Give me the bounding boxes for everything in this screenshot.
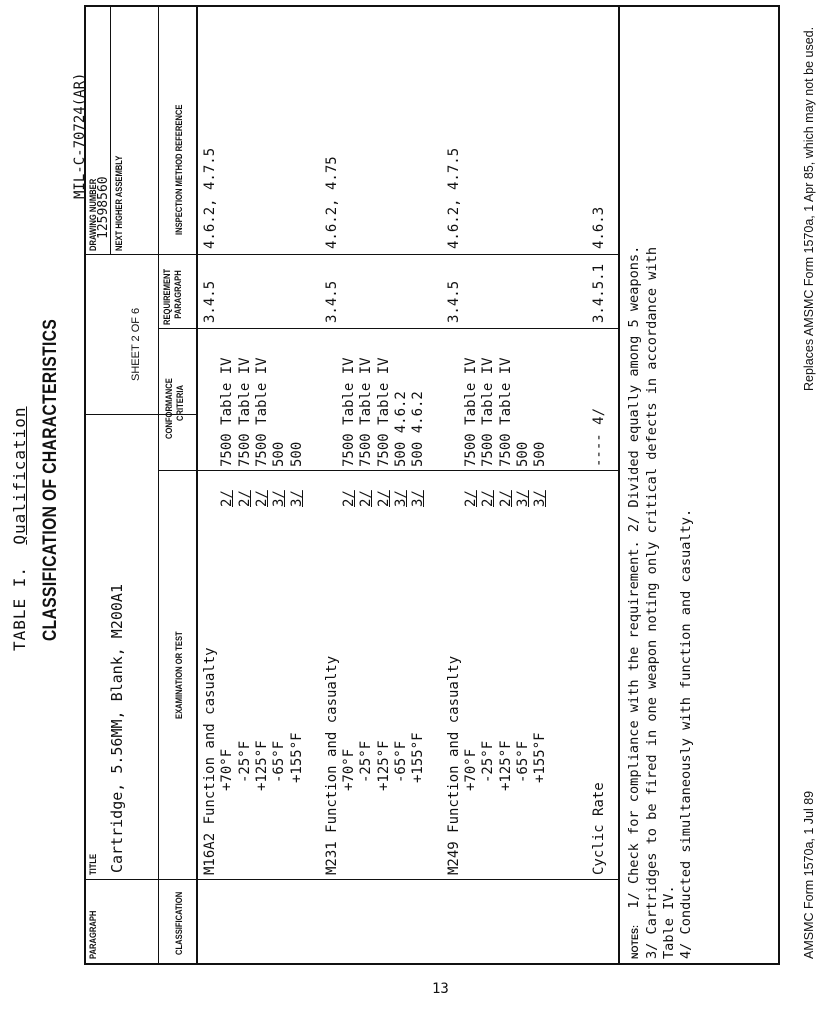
footnote-ref: 2/ (375, 490, 392, 507)
note-3: 3/ Cartridges to be fired in one weapon noting only critical defects in accordance with (644, 246, 660, 959)
exam-group-title: M231 Function and casualty (323, 655, 340, 875)
exam-temperature: +155°F (410, 732, 427, 783)
table-heading-name: Qualification (10, 406, 29, 545)
exam-temperature: -65°F (271, 740, 288, 783)
exam-temperature: +155°F (288, 732, 305, 783)
inspection-method: 4.6.2, 4.75 (323, 156, 340, 249)
classification-title: CLASSIFICATION OF CHARACTERISTICS (40, 318, 61, 641)
sheet-indicator: SHEET 2 OF 6 (130, 307, 142, 381)
title-value: Cartridge, 5.56MM, Blank, M200A1 (108, 584, 126, 873)
page-number: 13 (432, 981, 449, 997)
requirement-paragraph: 3.4.5 (202, 280, 218, 323)
exam-group-title: Cyclic Rate (591, 782, 608, 875)
requirement-paragraph: 3.4.5 (445, 280, 462, 323)
conformance-criteria: 500 4.6.2 (393, 391, 409, 467)
conformance-criteria: 500 (514, 441, 531, 467)
conformance-criteria: 7500 Table IV (358, 357, 375, 467)
exam-group-title: M249 Function and casualty (445, 655, 462, 875)
note-1: 1/ Check for compliance with the requirement. 2/ Divided equally among 5 weapons. (626, 245, 642, 909)
inspection-method: 4.6.2, 4.7.5 (445, 147, 462, 249)
col-conformance (164, 378, 186, 439)
footnote-ref: 2/ (236, 490, 253, 507)
exam-temperature: +125°F (253, 740, 270, 791)
footnote-ref: 2/ (462, 490, 479, 507)
exam-temperature: -25°F (236, 740, 253, 783)
conformance-criteria: 7500 Table IV (375, 357, 392, 467)
footnote-ref: 2/ (358, 490, 375, 507)
col-conformance-line1: CONFORMANCE (164, 378, 175, 439)
requirement-paragraph: 3.4.5 (323, 280, 340, 323)
drawing-number-label: DRAWING NUMBER (88, 178, 99, 251)
col-requirement-line2: PARAGRAPH (173, 270, 184, 319)
exam-temperature: -65°F (514, 740, 531, 783)
conformance-criteria: ---- 4/ (591, 407, 608, 467)
exam-temperature: -65°F (393, 740, 409, 783)
footnote-ref: 3/ (532, 490, 549, 507)
paragraph-label: PARAGRAPH (88, 910, 99, 959)
table-heading-prefix: TABLE I. (10, 565, 29, 651)
next-higher-assembly-label: NEXT HIGHER ASSEMBLY (114, 155, 125, 251)
conformance-criteria: 500 (532, 441, 549, 467)
col-classification: CLASSIFICATION (174, 891, 185, 955)
exam-temperature: -25°F (480, 740, 497, 783)
replaces-footer: Replaces AMSMC Form 1570a, 1 Apr 85, which may not be used. (802, 26, 816, 391)
exam-temperature: +125°F (497, 740, 514, 791)
exam-temperature: +70°F (341, 748, 358, 791)
conformance-criteria: 500 4.6.2 (410, 391, 427, 467)
note-3-cont: Table IV. (661, 885, 677, 959)
drawing-number-value: 12598560 (96, 176, 111, 239)
table-heading (10, 406, 29, 651)
conformance-criteria: 7500 Table IV (497, 357, 514, 467)
conformance-criteria: 500 (271, 441, 288, 467)
footnote-ref: 2/ (480, 490, 497, 507)
footnote-ref: 2/ (497, 490, 514, 507)
conformance-criteria: 7500 Table IV (253, 357, 270, 467)
note-4: 4/ Conducted simultaneously with function and casualty. (678, 508, 694, 959)
notes-label: NOTES: (630, 924, 640, 959)
inspection-method: 4.6.3 (591, 206, 608, 249)
exam-temperature: +70°F (219, 748, 236, 791)
exam-group-title: M16A2 Function and casualty (202, 647, 218, 875)
conformance-criteria: 7500 Table IV (236, 357, 253, 467)
exam-temperature: +70°F (462, 748, 479, 791)
col-inspection: INSPECTION METHOD REFERENCE (174, 104, 185, 235)
conformance-criteria: 7500 Table IV (219, 357, 236, 467)
col-requirement (162, 269, 184, 325)
exam-temperature: +155°F (532, 732, 549, 783)
footnote-ref: 2/ (253, 490, 270, 507)
exam-temperature: -25°F (358, 740, 375, 783)
col-exam: EXAMINATION OR TEST (174, 631, 185, 719)
conformance-criteria: 500 (288, 441, 305, 467)
exam-temperature: +125°F (375, 740, 392, 791)
requirement-paragraph: 3.4.5.1 (591, 263, 608, 323)
conformance-criteria: 7500 Table IV (462, 357, 479, 467)
document-id: MIL-C-70724(AR) (72, 72, 88, 199)
col-requirement-line1: REQUIREMENT (162, 268, 173, 325)
footnote-ref: 2/ (341, 490, 358, 507)
form-footer: AMSMC Form 1570a, 1 Jul 89 (802, 790, 816, 959)
footnote-ref: 3/ (393, 490, 409, 507)
conformance-criteria: 7500 Table IV (480, 357, 497, 467)
notes-line-1 (626, 246, 644, 959)
footnote-ref: 3/ (288, 490, 305, 507)
notes-block (626, 246, 695, 959)
footnote-ref: 2/ (219, 490, 236, 507)
col-conformance-line2: CRITERIA (175, 385, 186, 421)
footnote-ref: 3/ (514, 490, 531, 507)
conformance-criteria: 7500 Table IV (341, 357, 358, 467)
footnote-ref: 3/ (410, 490, 427, 507)
title-label: TITLE (88, 853, 99, 875)
footnote-ref: 3/ (271, 490, 288, 507)
inspection-method: 4.6.2, 4.7.5 (202, 147, 218, 249)
